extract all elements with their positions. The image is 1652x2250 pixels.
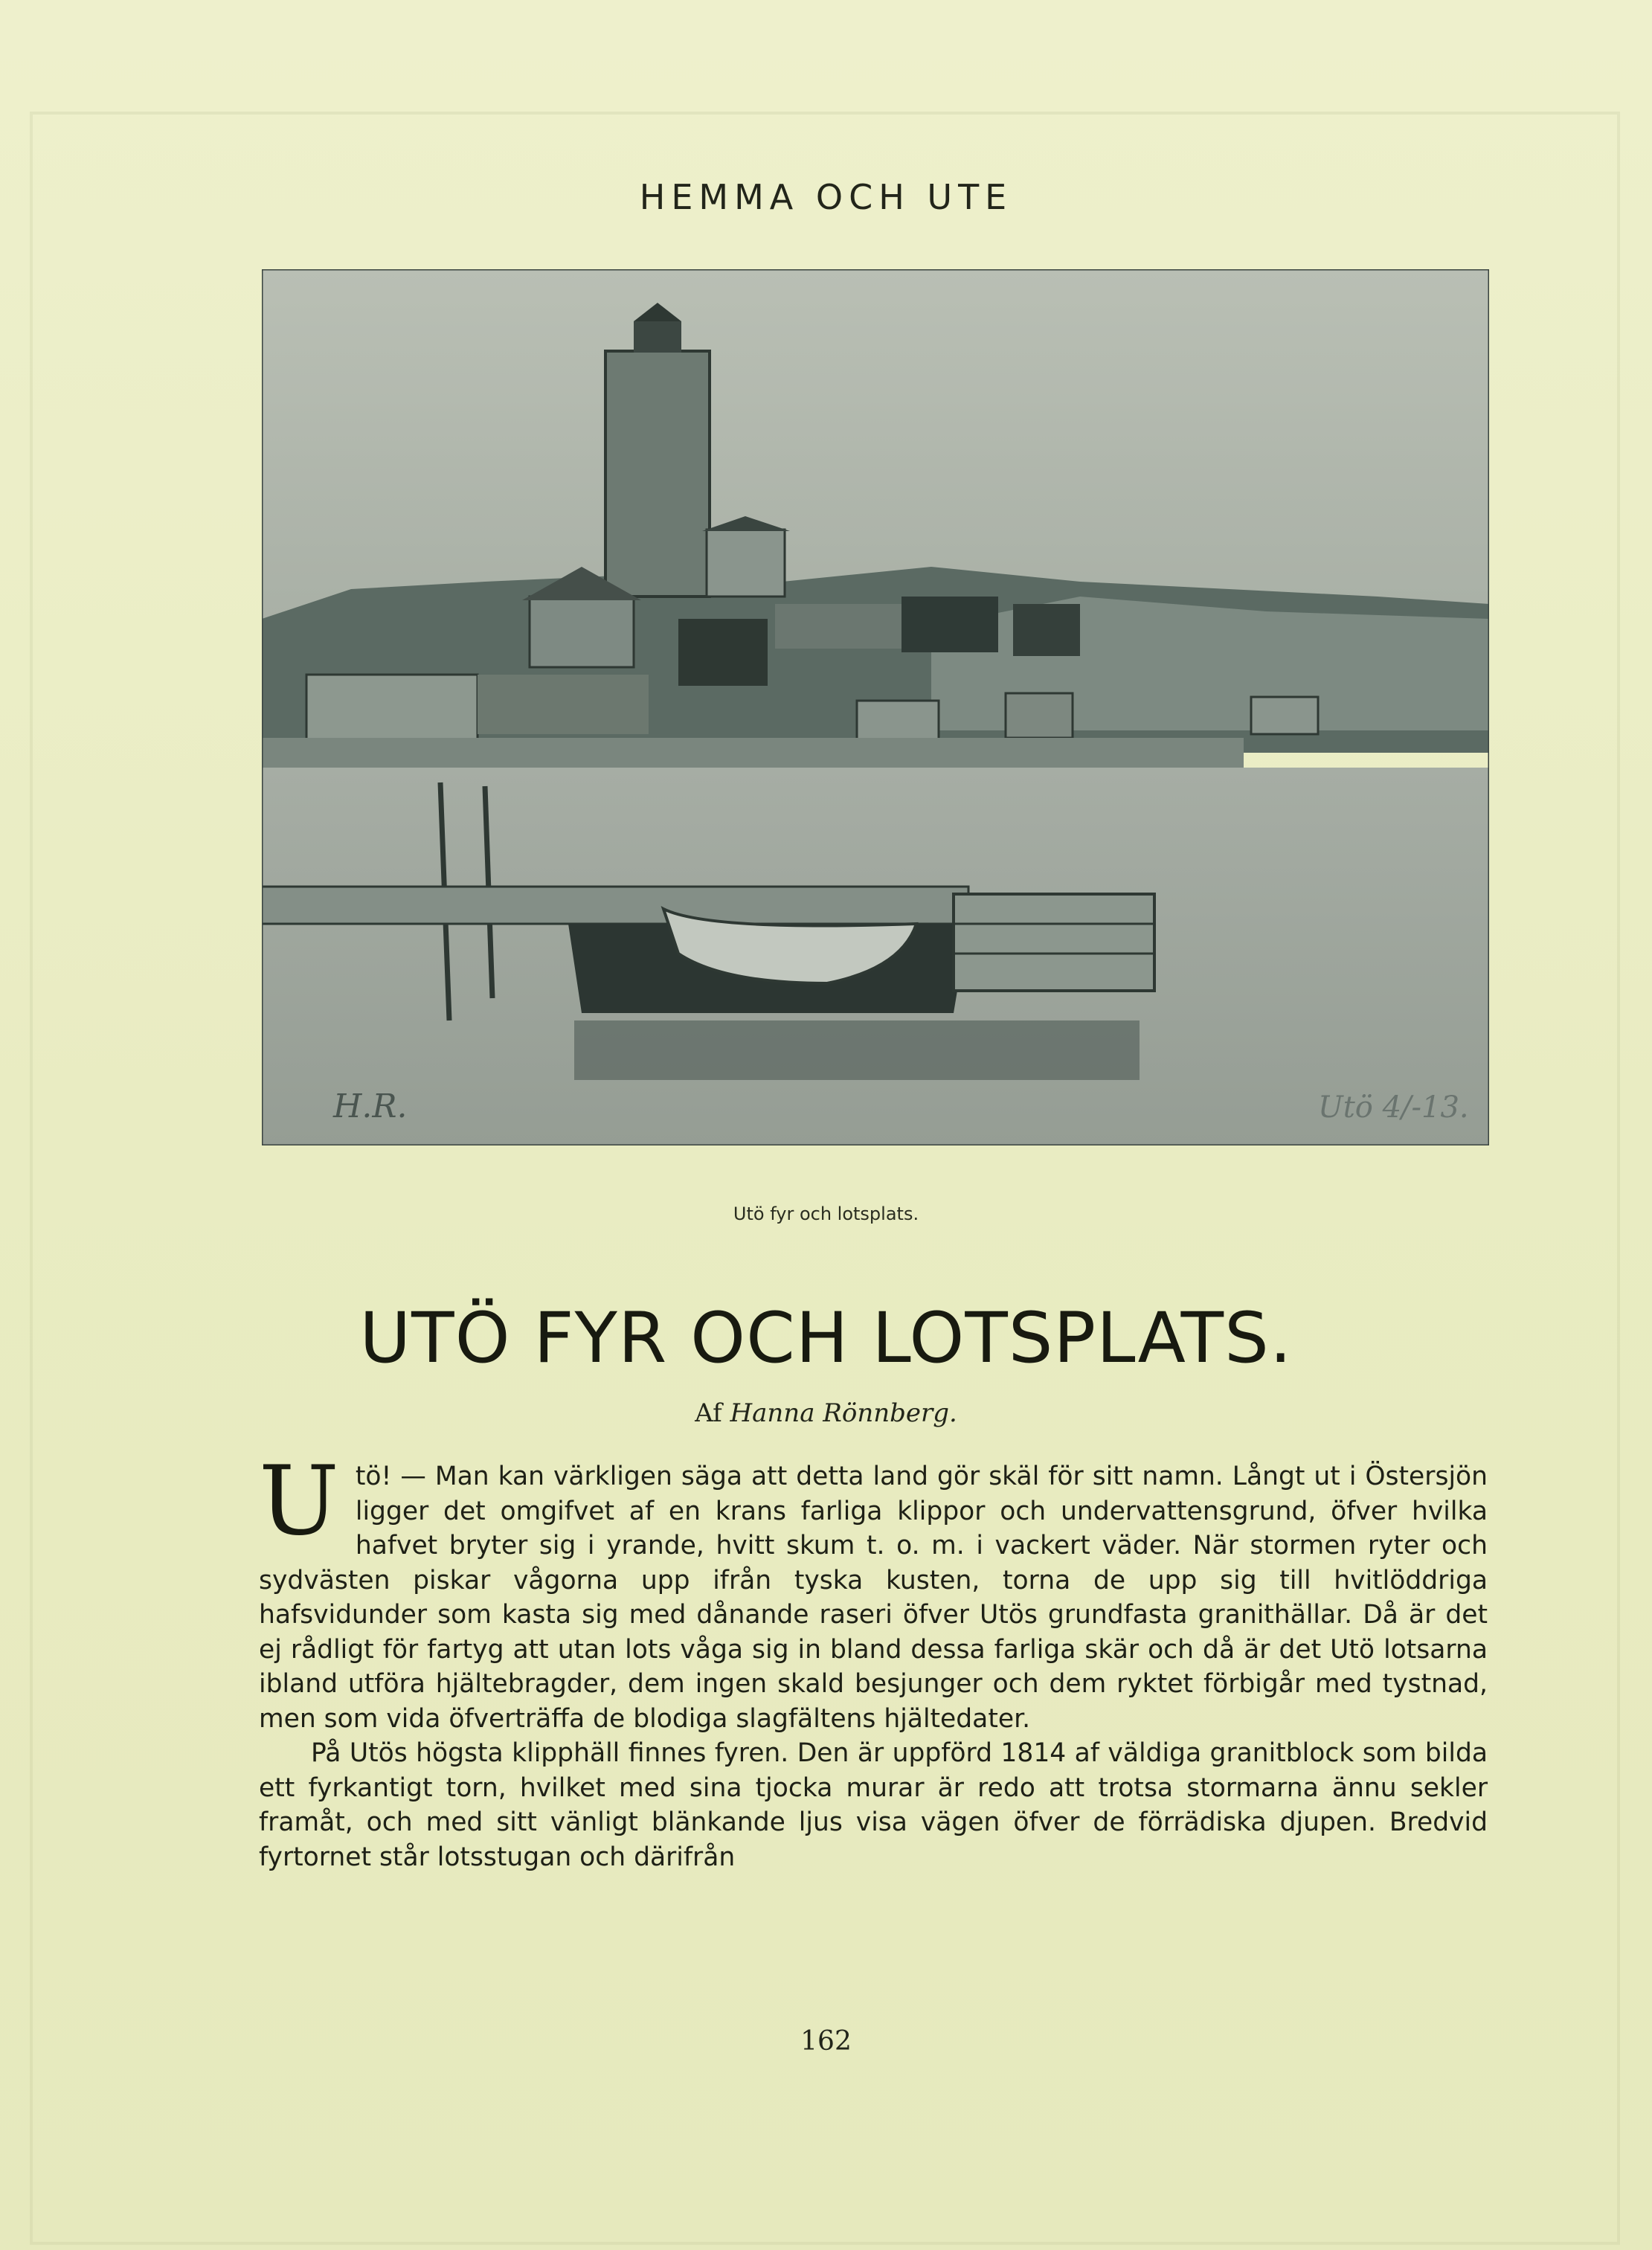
page-number: 162 [800,2026,852,2057]
article-title: UTÖ FYR OCH LOTSPLATS. [359,1298,1293,1379]
house-3 [775,604,901,649]
date-inscription: Utö 4/-13. [1318,1090,1469,1125]
lighthouse-tower [605,351,710,597]
paragraph-1-text: tö! — Man kan värkligen säga att detta land gör skäl för sitt namn. Långt ut i Östersjön ligger det omgifvet af en krans farliga klippor och undervattensgrund, öfver hvilka hafvet bryter sig i yrande, hvitt skum t. o. m. i vackert väder. När stormen ryter och sydvästen piskar vågorna upp ifrån tyska kusten, torna de upp sig till hvitlöddriga hafsvidunder som kasta sig med dånande raseri öfver Utös grundfasta granithällar. Då är det ej rådligt för fartyg att utan lots våga sig in bland dessa farliga skär och då är det Utö lotsarna ibland utföra hjältebragder, dem ingen skald besjunger och dem ryktet förbigår med tystnad, men som vida öfverträffa de blodiga slagfältens hjältedater. [259,1462,1488,1734]
paragraph-1 [259,1446,1488,1736]
house-5 [1013,604,1080,656]
paragraph-2: På Utös högsta klipphäll finnes fyren. Den är uppförd 1814 af väldiga granitblock som bilda ett fyrkantigt torn, hvilket med sina tjocka murar är redo att trotsa stormarna ännu sekler framåt, och med sitt vänligt blänkande ljus visa vägen öfver de förrädiska djupen. Bredvid fyrtornet står lotsstugan och därifrån [259,1738,1488,1872]
article-body [259,1446,1488,1874]
byline [0,1398,1652,1428]
running-head: HEMMA OCH UTE [639,177,1013,217]
lighthouse-illustration [262,269,1489,1145]
crate-stack [954,894,1154,991]
house-10 [1251,697,1318,734]
house-1 [530,597,634,667]
quay [262,738,1244,768]
byline-prefix: Af [695,1398,722,1428]
house-4 [901,597,998,652]
drop-cap: U [259,1446,339,1557]
lantern-room [634,321,681,353]
artist-signature: H.R. [333,1087,408,1125]
author-name: Hanna Rönnberg. [730,1398,957,1428]
illustration-caption: Utö fyr och lotsplats. [733,1203,919,1224]
house-7 [478,675,649,734]
house-6 [306,675,478,742]
pier [262,887,968,924]
lighthouse-painting [262,269,1489,1145]
reflection [574,1020,1140,1080]
house-2 [678,619,768,686]
keeper-house [707,530,785,597]
house-9 [1006,693,1073,738]
